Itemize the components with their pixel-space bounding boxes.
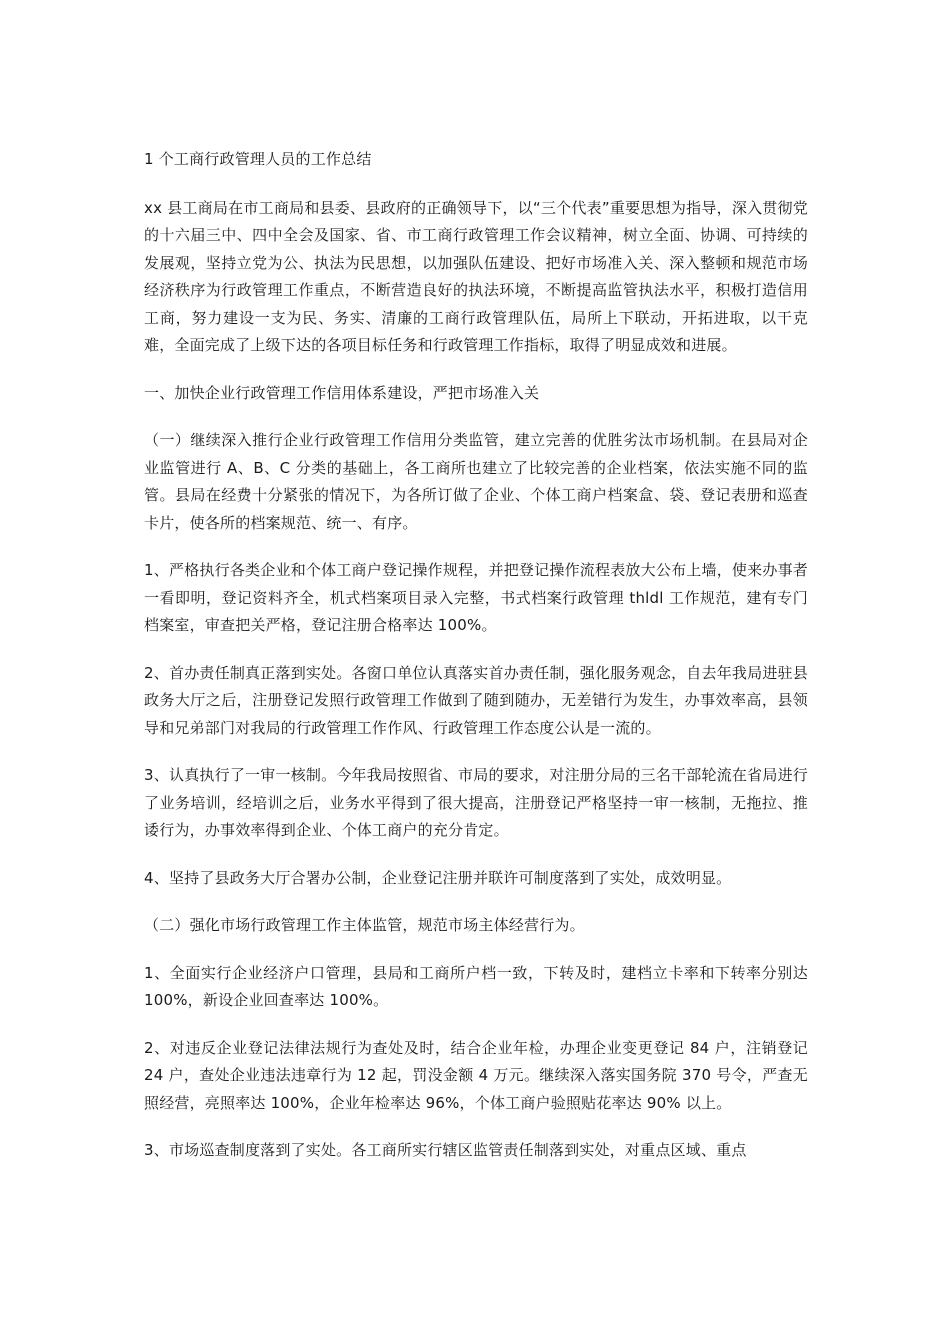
section-heading-1: 一、加快企业行政管理工作信用体系建设，严把市场准入关 <box>144 383 540 402</box>
subsection-heading-1: （一）继续深入推行企业行政管理工作信用分类监管，建立完善的优胜劣汰市场机制。在县局对企业监管进行 A、B、C 分类的基础上，各工商所也建立了比较完善的企业档案，依法实施不同的监管。县局在经费十分紧张的情况下，为各所订做了企业、个体工商户档案盒、袋、登记表册和巡查卡片，使各所的档案规范、统一、有序。 <box>144 431 808 532</box>
document-title: 1 个工商行政管理人员的工作总结 <box>144 150 372 168</box>
intro-paragraph: xx 县工商局在市工商局和县委、县政府的正确领导下，以“三个代表”重要思想为指导，深入贯彻党的十六届三中、四中全会及国家、省、市工商行政管理工作会议精神，树立全面、协调、可持续的发展观，坚持立党为公、执法为民思想，以加强队伍建设、把好市场准入关、深入整顿和规范市场经济秩序为行政管理工作重点，不断营造良好的执法环境，不断提高监管执法水平，积极打造信用工商，努力建设一支为民、务实、清廉的工商行政管理队伍，局所上下联动，开拓进取，以干克难，全面完成了上级下达的各项目标任务和行政管理工作指标，取得了明显成效和进展。 <box>144 198 808 354</box>
list-item-3: 3、认真执行了一审一核制。今年我局按照省、市局的要求，对注册分局的三名干部轮流在省局进行了业务培训，经培训之后，业务水平得到了很大提高，注册登记严格坚持一审一核制，无拖拉、推诿行为，办事效率得到企业、个体工商户的充分肯定。 <box>144 766 808 839</box>
document-page <box>144 146 808 1165</box>
list-item-4: 4、坚持了县政务大厅合署办公制，企业登记注册并联许可制度落到了实处，成效明显。 <box>144 868 732 887</box>
list-item-5: 1、全面实行企业经济户口管理，县局和工商所户档一致，下转及时，建档立卡率和下转率分别达 100%，新设企业回查率达 100%。 <box>144 963 808 1009</box>
list-item-6: 2、对违反企业登记法律法规行为查处及时，结合企业年检，办理企业变更登记 84 户，注销登记 24 户，查处企业违法违章行为 12 起，罚没金额 4 万元。继续深入落实国务院 370 号令，严查无照经营，亮照率达 100%，企业年检率达 96%，个体工商户验照贴花率达 90% 以上。 <box>144 1038 808 1112</box>
list-item-1: 1、严格执行各类企业和个体工商户登记操作规程，并把登记操作流程表放大公布上墙，使来办事者一看即明，登记资料齐全，机式档案项目录入完整，书式档案行政管理 thldl 工作规范，建有专门档案室，审查把关严格，登记注册合格率达 100%。 <box>144 561 808 634</box>
list-item-7: 3、市场巡查制度落到了实处。各工商所实行辖区监管责任制落到实处，对重点区域、重点 <box>144 1141 747 1159</box>
subsection-heading-2: （二）强化市场行政管理工作主体监管，规范市场主体经营行为。 <box>144 916 585 934</box>
list-item-2: 2、首办责任制真正落到实处。各窗口单位认真落实首办责任制，强化服务观念，自去年我局进驻县政务大厅之后，注册登记发照行政管理工作做到了随到随办，无差错行为发生，办事效率高，县领导和兄弟部门对我局的行政管理工作作风、行政管理工作态度公认是一流的。 <box>144 663 808 737</box>
